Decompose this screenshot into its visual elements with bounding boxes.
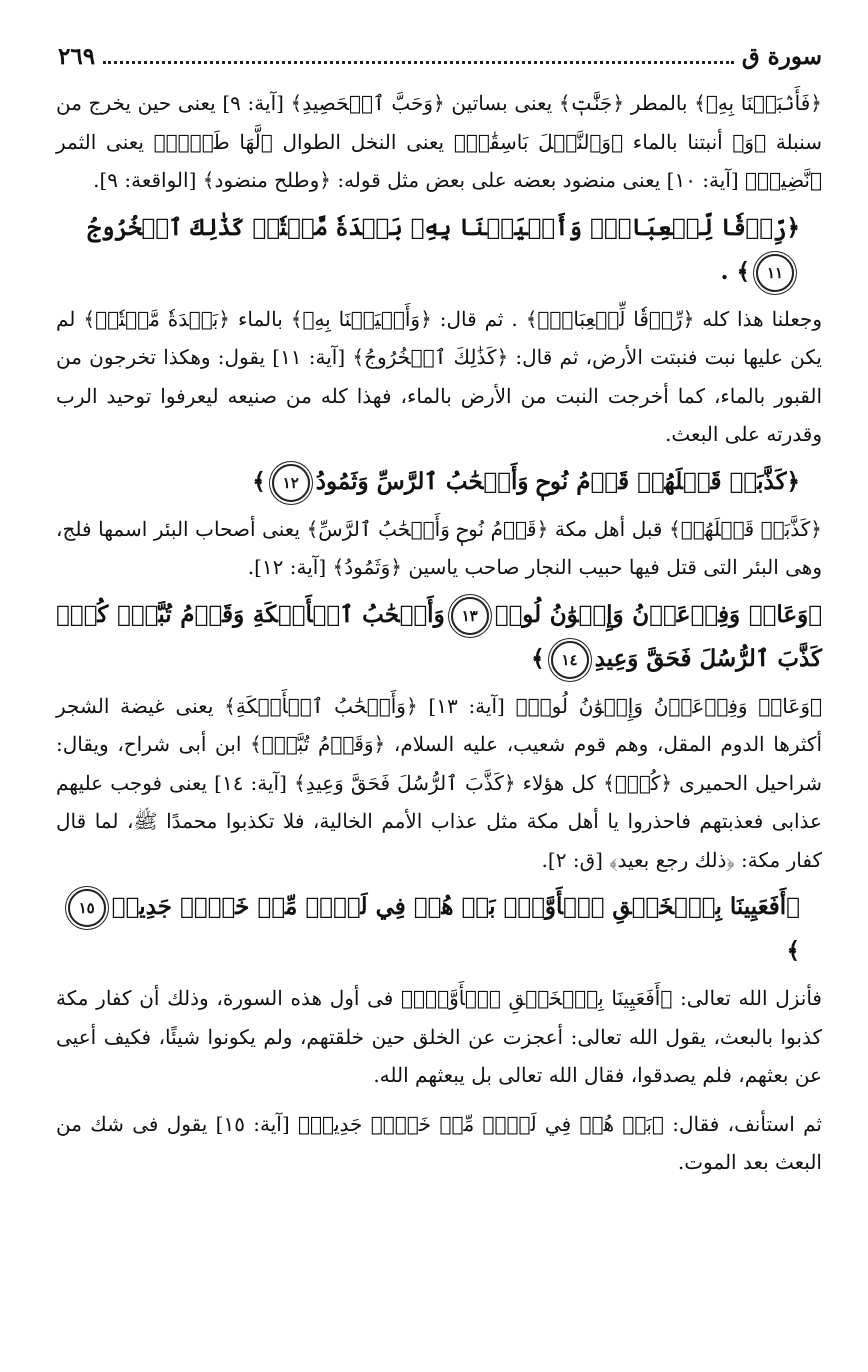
verse-text: وَأَصۡحَٰبُ ٱلۡأَيۡكَةِ وَقَوۡمُ تُبَّعٖۚ كُلّٞ كَذَّبَ ٱلرُّسُلَ فَحَقَّ وَعِيدِ (56, 600, 822, 672)
header-dotted-leader (103, 60, 734, 64)
page-content (56, 84, 822, 1182)
commentary-paragraph: ﴿وَعَادٞ وَفِرۡعَوۡنُ وَإِخۡوَٰنُ لُوطٖ﴾ [آية: ١٣] ﴿وَأَصۡحَٰبُ ٱلۡأَيۡكَةِ﴾ يعنى غيضة الشجر أكثرها الدوم المقل، وهم قوم شعيب، عليه السلام، ﴿وَقَوۡمُ تُبَّعٖۚ﴾ ابن أبى شراح، ويقال: شراحيل الحميرى ﴿كُلّٞ﴾ كل هؤلاء ﴿كَذَّبَ ٱلرُّسُلَ فَحَقَّ وَعِيدِ﴾ [آية: ١٤] يعنى فوجب عليهم عذابى فعذبتهم فاحذروا يا أهل مكة مثل عذاب الأمم الخالية، فلا تكذبوا محمدًا ﷺ، لما قال كفار مكة: ﴿ذلك رجع بعيد﴾ [ق: ٢]. (56, 693, 822, 872)
commentary-paragraph: وجعلنا هذا كله ﴿رِّزۡقٗا لِّلۡعِبَادِۖ﴾ . ثم قال: ﴿وَأَحۡيَيۡنَا بِهِۦ﴾ بالماء ﴿بَلۡدَةٗ مَّيۡتٗاۚ﴾ لم يكن عليها نبت فنبتت الأرض، ثم قال: ﴿كَذَٰلِكَ ٱلۡخُرُوجُ﴾ [آية: ١١] يقول: وهكذا تخرجون من القبور بالماء، كما أخرجت النبت من الأرض بالماء، فهذا كله من صنيعه ليعرفوا توحيد الرب وقدرته على البعث. (56, 306, 822, 446)
quran-verse (56, 460, 822, 504)
verse-number-marker: ١٣ (451, 597, 489, 635)
verse-text: ﴿أَفَعَيِينَا بِٱلۡخَلۡقِ ٱلۡأَوَّلِۚ بَلۡ هُمۡ فِي لَبۡسٖ مِّنۡ خَلۡقٖ جَدِيدٖ (111, 893, 800, 920)
surah-title: سورة ق (741, 43, 822, 70)
page-header (58, 30, 822, 70)
verse-closing: ﴾ . (720, 257, 750, 285)
verse-text: ﴿كَذَّبَتۡ قَبۡلَهُمۡ قَوۡمُ نُوحٖ وَأَصۡحَٰبُ ٱلرَّسِّ وَثَمُودُ (315, 467, 800, 495)
verse-text: ﴿وَعَادٞ وَفِرۡعَوۡنُ وَإِخۡوَٰنُ لُوطٖ (494, 600, 823, 628)
verse-closing: ﴾ (786, 937, 800, 964)
commentary-paragraph: فأنزل الله تعالى: ﴿أَفَعَيِينَا بِٱلۡخَلۡقِ ٱلۡأَوَّلِۚ﴾ فى أول هذه السورة، وذلك أن كفار مكة كذبوا بالبعث، يقول الله تعالى: أعجزت عن الخلق حين خلقتهم، ولم يكونوا شيئًا، فكيف أعيى عن بعثهم، فلم يصدقوا، فقال الله تعالى بل يبعثهم الله. (56, 986, 823, 1087)
quran-verse (56, 593, 822, 681)
verse-number-marker: ١٢ (272, 464, 310, 502)
verse-number-marker: ١١ (756, 254, 794, 292)
verse-closing: ﴾ (252, 467, 266, 495)
commentary-paragraph: ﴿فَأَنۢبَتۡنَا بِهِۦ﴾ بالمطر ﴿جَنَّٰتٖ﴾ يعنى بساتين ﴿وَحَبَّ ٱلۡحَصِيدِ﴾ [آية: ٩] يعنى حين يخرج من سنبلة ﴿وَ﴾ أنبتنا بالماء ﴿وَٱلنَّخۡلَ بَاسِقَٰتٖ﴾ يعنى النخل الطوال ﴿لَّهَا طَلۡعٞ﴾ يعنى الثمر ﴿نَّضِيدٞ﴾ [آية: ١٠] يعنى منضود بعضه على بعض مثل قوله: ﴿وطلح منضود﴾ [الواقعة: ٩]. (56, 91, 822, 192)
commentary-paragraph: ﴿كَذَّبَتۡ قَبۡلَهُمۡ﴾ قبل أهل مكة ﴿قَوۡمُ نُوحٖ وَأَصۡحَٰبُ ٱلرَّسِّ﴾ يعنى أصحاب البئر اسمها فلج، وهى البئر التى قتل فيها حبيب النجار صاحب ياسين ﴿وَثَمُودُ﴾ [آية: ١٢]. (56, 516, 822, 579)
verse-number-marker: ١٤ (551, 641, 589, 679)
page-number: ٢٦٩ (58, 43, 96, 70)
quran-verse (56, 885, 822, 973)
quran-verse (56, 206, 822, 294)
verse-closing: ﴾ (531, 644, 545, 672)
verse-number-marker: ١٥ (68, 889, 106, 927)
verse-text: ﴿رِّزۡقٗا لِّلۡعِبَادِۖ وَأَحۡيَيۡنَا بِهِۦ بَلۡدَةٗ مَّيۡتٗاۚ كَذَٰلِكَ ٱلۡخُرُوجُ (87, 213, 800, 241)
commentary-paragraph: ثم استأنف، فقال: ﴿بَلۡ هُمۡ فِي لَبۡسٖ مِّنۡ خَلۡقٖ جَدِيدٖ﴾ [آية: ١٥] يقول فى شك من البعث بعد الموت. (56, 1111, 822, 1174)
